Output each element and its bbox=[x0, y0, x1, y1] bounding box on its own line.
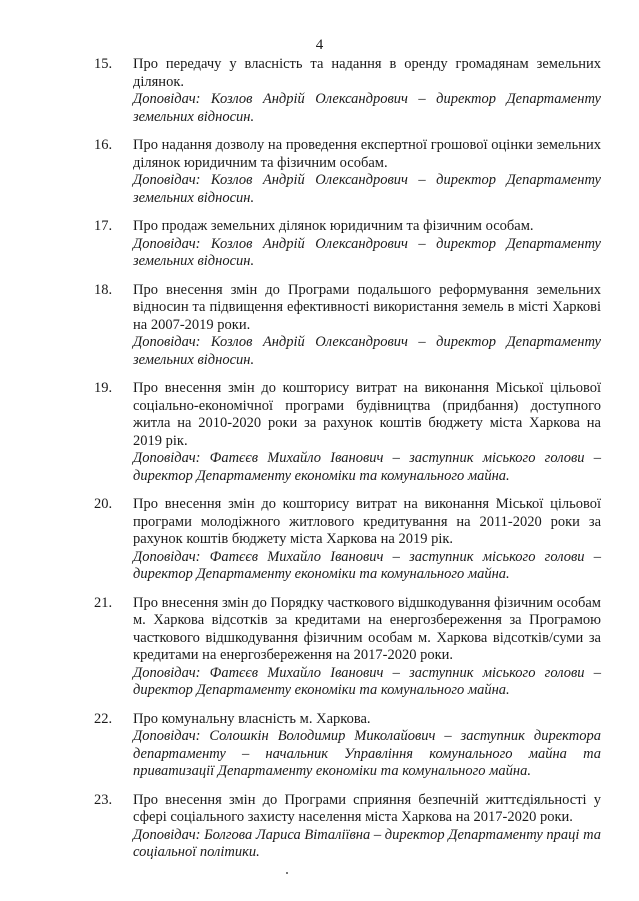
item-speaker: Доповідач: Козлов Андрій Олександрович – директор Департаменту земельних відносин. bbox=[133, 172, 601, 206]
item-title: Про надання дозволу на проведення експертної грошової оцінки земельних ділянок юридичним та фізичним особам. bbox=[133, 137, 601, 171]
agenda-item-17 bbox=[0, 218, 639, 271]
item-number: 15. bbox=[94, 56, 113, 72]
item-speaker: Доповідач: Козлов Андрій Олександрович – директор Департаменту земельних відносин. bbox=[133, 91, 601, 125]
agenda-list bbox=[0, 56, 639, 873]
agenda-item-15 bbox=[0, 56, 639, 126]
item-title: Про передачу у власність та надання в оренду громадянам земельних ділянок. bbox=[133, 56, 601, 90]
item-number: 19. bbox=[94, 380, 113, 396]
page-number: 4 bbox=[315, 37, 324, 53]
scan-speck bbox=[286, 872, 288, 874]
agenda-item-23 bbox=[0, 792, 639, 862]
item-number: 21. bbox=[94, 594, 113, 611]
item-speaker: Доповідач: Фатєєв Михайло Іванович – заступник міського голови – директор Департаменту економіки та комунального майна. bbox=[133, 664, 601, 698]
item-title: Про внесення змін до Порядку часткового відшкодування фізичним особам м. Харкова відсотків за кредитами на енергозбереження за Програмою часткового відшкодування фізичним особам м. Харкова відсотків/суми за кредитами на енергозбереження на 2017-2020 роки. bbox=[133, 594, 601, 663]
agenda-item-21 bbox=[0, 595, 639, 700]
agenda-item-22 bbox=[0, 711, 639, 781]
item-speaker: Доповідач: Фатєєв Михайло Іванович – заступник міського голови – директор Департаменту економіки та комунального майна. bbox=[133, 548, 601, 582]
item-number: 17. bbox=[94, 218, 113, 234]
item-title: Про внесення змін до кошторису витрат на виконання Міської цільової програми молодіжного житлового кредитування на 2011-2020 роки за рахунок коштів бюджету міста Харкова на 2019 рік. bbox=[133, 496, 601, 547]
item-number: 22. bbox=[94, 710, 113, 727]
item-title: Про внесення змін до кошторису витрат на виконання Міської цільової соціально-економічної програми будівництва (придбання) доступного житла на 2010-2020 роки за рахунок коштів бюджету міста Харкова на 2019 рік. bbox=[133, 380, 601, 449]
item-title: Про внесення змін до Програми сприяння безпечній життєдіяльності у сфері соціального захисту населення міста Харкова на 2017-2020 роки. bbox=[133, 791, 601, 825]
item-speaker: Доповідач: Козлов Андрій Олександрович – директор Департаменту земельних відносин. bbox=[133, 334, 601, 368]
item-speaker: Доповідач: Фатєєв Михайло Іванович – заступник міського голови – директор Департаменту економіки та комунального майна. bbox=[133, 450, 601, 484]
item-title: Про продаж земельних ділянок юридичним та фізичним особам. bbox=[133, 218, 534, 234]
agenda-item-20 bbox=[0, 496, 639, 584]
item-speaker: Доповідач: Козлов Андрій Олександрович – директор Департаменту земельних відносин. bbox=[133, 235, 601, 269]
item-speaker: Доповідач: Болгова Лариса Віталіївна – директор Департаменту праці та соціальної політики. bbox=[133, 826, 601, 860]
item-title: Про внесення змін до Програми подальшого реформування земельних відносин та підвищення ефективності використання земель в місті Харкові на 2007-2019 роки. bbox=[133, 281, 601, 333]
item-title: Про комунальну власність м. Харкова. bbox=[133, 710, 371, 727]
item-number: 20. bbox=[94, 496, 113, 512]
item-number: 16. bbox=[94, 137, 113, 153]
agenda-item-19 bbox=[0, 380, 639, 485]
agenda-item-18 bbox=[0, 282, 639, 370]
item-speaker: Доповідач: Солошкін Володимир Миколайович – заступник директора департаменту – начальник Управління комунального майна та приватизації Департаменту економіки та комунального майна. bbox=[133, 728, 601, 779]
item-number: 23. bbox=[94, 791, 113, 808]
item-number: 18. bbox=[94, 281, 113, 298]
agenda-item-16 bbox=[0, 137, 639, 207]
